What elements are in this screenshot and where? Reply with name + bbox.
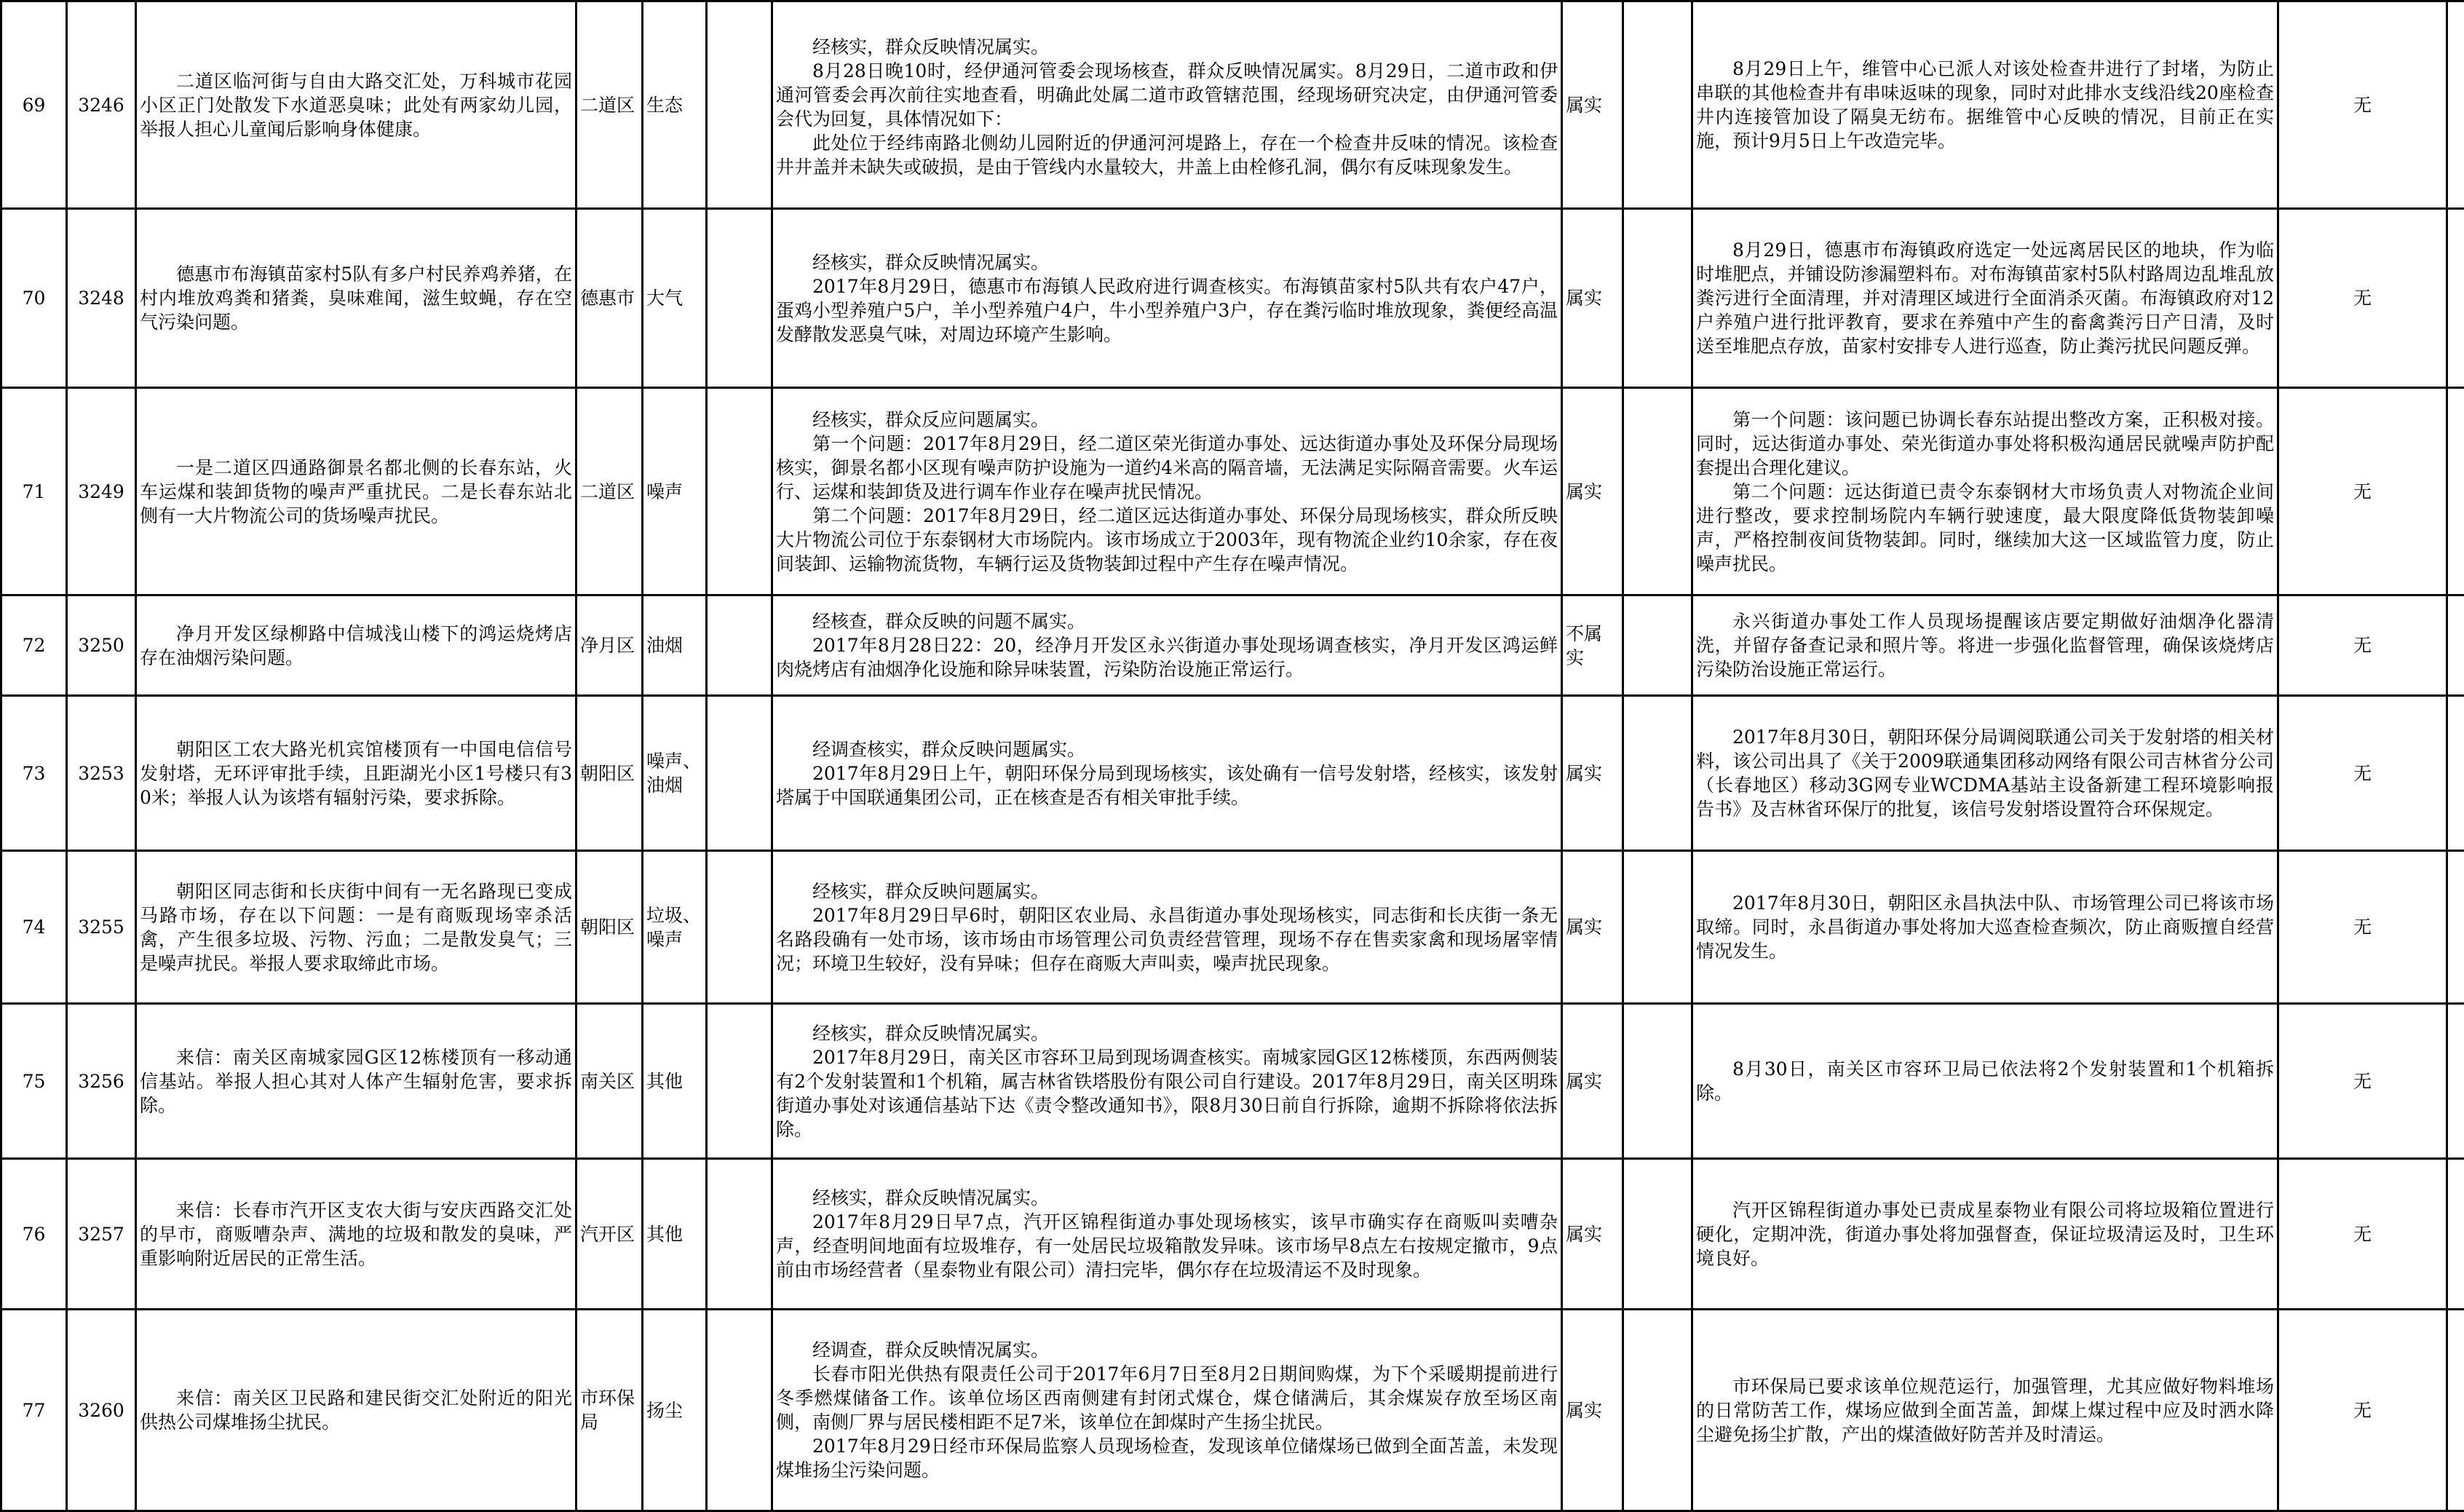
blank-cell: [707, 851, 772, 1004]
handling-measure-cell: [1692, 1310, 2278, 1511]
handling-measure-cell: [1692, 595, 2278, 696]
investigation-result-cell: [772, 851, 1562, 1004]
remark-cell: 无: [2278, 388, 2447, 595]
handling-paragraph: 2017年8月30日，朝阳环保分局调阅联通公司关于发射塔的相关材料，该公司出具了《关于2009联通集团移动网络有限公司吉林省分公司（长春地区）移动3G网专业WCDMA基站主设备新建工程环境影响报告书》及吉林省环保厅的批复，该信号发射塔设置符合环保规定。: [1696, 725, 2274, 821]
table-row: [1, 209, 2464, 388]
district-cell: 朝阳区: [577, 851, 643, 1004]
verdict-cell: 属实: [1562, 1159, 1623, 1310]
investigation-result-cell: [772, 1310, 1562, 1511]
handling-paragraph: 第二个问题：远达街道已责令东泰钢材大市场负责人对物流企业间进行整改，要求控制场院内车辆行驶速度，最大限度降低货物装卸噪声，严格控制夜间货物装卸。同时，继续加大这一区域监管力度，防止噪声扰民。: [1696, 480, 2274, 576]
row-number-cell: 74: [1, 851, 67, 1004]
blank-cell: [707, 1004, 772, 1159]
row-number-cell: 71: [1, 388, 67, 595]
blank-cell: [707, 388, 772, 595]
handling-paragraph: 第一个问题：该问题已协调长春东站提出整改方案，正积极对接。同时，远达街道办事处、荣光街道办事处将积极沟通居民就噪声防护配套提出合理化建议。: [1696, 408, 2274, 480]
pollution-type-cell: 油烟: [643, 595, 707, 696]
investigation-paragraph: 经调查核实，群众反映问题属实。: [776, 737, 1558, 761]
handling-measure-cell: [1692, 851, 2278, 1004]
pollution-type-cell: 扬尘: [643, 1310, 707, 1511]
investigation-result-cell: [772, 388, 1562, 595]
remark-cell: 无: [2278, 1004, 2447, 1159]
blank-cell: [707, 1310, 772, 1511]
district-cell: 市环保局: [577, 1310, 643, 1511]
handling-paragraph: 市环保局已要求该单位规范运行，加强管理，尤其应做好物料堆场的日常防苦工作，煤场应做到全面苫盖，卸煤上煤过程中应及时洒水降尘避免扬尘扩散，产出的煤渣做好防苦并及时清运。: [1696, 1374, 2274, 1446]
blank-cell: [1623, 595, 1692, 696]
complaint-content-text: 来信：南关区卫民路和建民街交汇处附近的阳光供热公司煤堆扬尘扰民。: [140, 1386, 572, 1434]
handling-measure-cell: [1692, 209, 2278, 388]
blank-cell: [2447, 1310, 2464, 1511]
row-number-cell: 72: [1, 595, 67, 696]
handling-paragraph: 永兴街道办事处工作人员现场提醒该店要定期做好油烟净化器清洗，并留存备查记录和照片等。将进一步强化监督管理，确保该烧烤店污染防治设施正常运行。: [1696, 609, 2274, 681]
case-id-cell: 3255: [67, 851, 136, 1004]
complaint-content-cell: [136, 696, 577, 851]
row-number-cell: 69: [1, 1, 67, 209]
district-cell: 南关区: [577, 1004, 643, 1159]
complaint-content-cell: [136, 1004, 577, 1159]
investigation-paragraph: 经调查，群众反映情况属实。: [776, 1338, 1558, 1362]
complaint-content-text: 朝阳区工农大路光机宾馆楼顶有一中国电信信号发射塔，无环评审批手续，且距湖光小区1号楼只有30米；举报人认为该塔有辐射污染，要求拆除。: [140, 737, 572, 810]
remark-cell: 无: [2278, 595, 2447, 696]
pollution-type-cell: 其他: [643, 1159, 707, 1310]
investigation-paragraph: 2017年8月29日，南关区市容环卫局到现场调查核实。南城家园G区12栋楼顶，东西两侧装有2个发射装置和1个机箱，属吉林省铁塔股份有限公司自行建设。2017年8月29日，南关区明珠街道办事处对该通信基站下达《责令整改通知书》，限8月30日前自行拆除，逾期不拆除将依法拆除。: [776, 1045, 1558, 1141]
remark-cell: 无: [2278, 851, 2447, 1004]
blank-cell: [2447, 1, 2464, 209]
investigation-paragraph: 2017年8月29日早7点，汽开区锦程街道办事处现场核实，该早市确实存在商贩叫卖嘈杂声，经查明间地面有垃圾堆存，有一处居民垃圾箱散发异味。该市场早8点左右按规定撤市，9点前由市场经营者（星泰物业有限公司）清扫完毕，偶尔存在垃圾清运不及时现象。: [776, 1210, 1558, 1282]
handling-measure-cell: [1692, 388, 2278, 595]
complaint-content-text: 朝阳区同志街和长庆街中间有一无名路现已变成马路市场，存在以下问题：一是有商贩现场宰杀活禽，产生很多垃圾、污物、污血；二是散发臭气；三是噪声扰民。举报人要求取缔此市场。: [140, 879, 572, 975]
remark-cell: 无: [2278, 209, 2447, 388]
row-number-cell: 73: [1, 696, 67, 851]
investigation-paragraph: 2017年8月29日经市环保局监察人员现场检查，发现该单位储煤场已做到全面苫盖，未发现煤堆扬尘污染问题。: [776, 1434, 1558, 1482]
handling-paragraph: 2017年8月30日，朝阳区永昌执法中队、市场管理公司已将该市场取缔。同时，永昌街道办事处将加大巡查检查频次，防止商贩擅自经营情况发生。: [1696, 891, 2274, 963]
handling-paragraph: 汽开区锦程街道办事处已责成星泰物业有限公司将垃圾箱位置进行硬化，定期冲洗，街道办事处将加强督查，保证垃圾清运及时，卫生环境良好。: [1696, 1198, 2274, 1270]
remark-cell: 无: [2278, 1310, 2447, 1511]
complaint-content-cell: [136, 1310, 577, 1511]
investigation-paragraph: 此处位于经纬南路北侧幼儿园附近的伊通河河堤路上，存在一个检查井反味的情况。该检查井井盖并未缺失或破损，是由于管线内水量较大，井盖上由栓修孔洞，偶尔有反味现象发生。: [776, 131, 1558, 179]
complaint-content-text: 德惠市布海镇苗家村5队有多户村民养鸡养猪，在村内堆放鸡粪和猪粪，臭味难闻，滋生蚊蝇，存在空气污染问题。: [140, 262, 572, 334]
handling-paragraph: 8月29日，德惠市布海镇政府选定一处远离居民区的地块，作为临时堆肥点，并铺设防渗漏塑料布。对布海镇苗家村5队村路周边乱堆乱放粪污进行全面清理，并对清理区域进行全面消杀灭菌。布海镇政府对12户养殖户进行批评教育，要求在养殖中产生的畜禽粪污日产日清，及时送至堆肥点存放，苗家村安排专人进行巡查，防止粪污扰民问题反弹。: [1696, 238, 2274, 358]
blank-cell: [1623, 1, 1692, 209]
blank-cell: [2447, 388, 2464, 595]
investigation-paragraph: 经核查，群众反映的问题不属实。: [776, 609, 1558, 633]
investigation-paragraph: 经核实，群众反映问题属实。: [776, 879, 1558, 903]
handling-measure-cell: [1692, 696, 2278, 851]
investigation-paragraph: 长春市阳光供热有限责任公司于2017年6月7日至8月2日期间购煤，为下个采暖期提前进行冬季燃煤储备工作。该单位场区西南侧建有封闭式煤仓，煤仓储满后，其余煤炭存放至场区南侧，南侧厂界与居民楼相距不足7米，该单位在卸煤时产生扬尘扰民。: [776, 1362, 1558, 1434]
case-id-cell: 3256: [67, 1004, 136, 1159]
handling-paragraph: 8月29日上午，维管中心已派人对该处检查井进行了封堵，为防止串联的其他检查井有串味返味的现象，同时对此排水支线沿线20座检查井内连接管加设了隔臭无纺布。据维管中心反映的情况，目前正在实施，预计9月5日上午改造完毕。: [1696, 57, 2274, 153]
blank-cell: [2447, 1004, 2464, 1159]
table-row: [1, 1310, 2464, 1511]
blank-cell: [2447, 595, 2464, 696]
table-row: [1, 851, 2464, 1004]
remark-cell: 无: [2278, 1159, 2447, 1310]
verdict-cell: 属实: [1562, 1310, 1623, 1511]
blank-cell: [2447, 1159, 2464, 1310]
blank-cell: [1623, 696, 1692, 851]
handling-measure-cell: [1692, 1159, 2278, 1310]
investigation-result-cell: [772, 209, 1562, 388]
case-id-cell: 3250: [67, 595, 136, 696]
investigation-paragraph: 第二个问题：2017年8月29日，经二道区远达街道办事处、环保分局现场核实，群众所反映大片物流公司位于东泰钢材大市场院内。该市场成立于2003年，现有物流企业约10余家，存在夜间装卸、运输物流货物，车辆行运及货物装卸过程中产生存在噪声情况。: [776, 504, 1558, 576]
case-id-cell: 3257: [67, 1159, 136, 1310]
blank-cell: [707, 1, 772, 209]
blank-cell: [707, 696, 772, 851]
investigation-paragraph: 经核实，群众反映情况属实。: [776, 1186, 1558, 1210]
table-row: [1, 696, 2464, 851]
investigation-paragraph: 经核实，群众反映情况属实。: [776, 35, 1558, 59]
blank-cell: [1623, 1310, 1692, 1511]
pollution-type-cell: 噪声、油烟: [643, 696, 707, 851]
verdict-cell: 属实: [1562, 1, 1623, 209]
case-id-cell: 3249: [67, 388, 136, 595]
complaint-content-cell: [136, 851, 577, 1004]
handling-measure-cell: [1692, 1, 2278, 209]
table-row: [1, 1159, 2464, 1310]
pollution-type-cell: 垃圾、噪声: [643, 851, 707, 1004]
verdict-cell: 属实: [1562, 209, 1623, 388]
blank-cell: [1623, 388, 1692, 595]
investigation-result-cell: [772, 1159, 1562, 1310]
district-cell: 二道区: [577, 388, 643, 595]
complaint-content-text: 净月开发区绿柳路中信城浅山楼下的鸿运烧烤店存在油烟污染问题。: [140, 622, 572, 670]
pollution-type-cell: 其他: [643, 1004, 707, 1159]
case-id-cell: 3253: [67, 696, 136, 851]
complaint-content-text: 二道区临河街与自由大路交汇处，万科城市花园小区正门处散发下水道恶臭味；此处有两家幼儿园，举报人担心儿童闻后影响身体健康。: [140, 69, 572, 141]
complaint-content-cell: [136, 388, 577, 595]
blank-cell: [707, 209, 772, 388]
complaint-content-cell: [136, 1159, 577, 1310]
blank-cell: [1623, 1159, 1692, 1310]
district-cell: 二道区: [577, 1, 643, 209]
blank-cell: [2447, 696, 2464, 851]
investigation-result-cell: [772, 1004, 1562, 1159]
blank-cell: [2447, 851, 2464, 1004]
table-row: [1, 388, 2464, 595]
verdict-cell: 属实: [1562, 388, 1623, 595]
row-number-cell: 75: [1, 1004, 67, 1159]
pollution-type-cell: 生态: [643, 1, 707, 209]
blank-cell: [707, 1159, 772, 1310]
table-row: [1, 595, 2464, 696]
blank-cell: [1623, 209, 1692, 388]
table-row: [1, 1, 2464, 209]
district-cell: 朝阳区: [577, 696, 643, 851]
complaint-content-cell: [136, 1, 577, 209]
case-id-cell: 3246: [67, 1, 136, 209]
complaint-content-text: 来信：长春市汽开区支农大街与安庆西路交汇处的早市，商贩嘈杂声、满地的垃圾和散发的臭味，严重影响附近居民的正常生活。: [140, 1198, 572, 1270]
investigation-result-cell: [772, 696, 1562, 851]
table-row: [1, 1004, 2464, 1159]
investigation-paragraph: 2017年8月29日，德惠市布海镇人民政府进行调查核实。布海镇苗家村5队共有农户47户，蛋鸡小型养殖户5户，羊小型养殖户4户，牛小型养殖户3户，存在粪污临时堆放现象，粪便经高温发酵散发恶臭气味，对周边环境产生影响。: [776, 274, 1558, 347]
handling-paragraph: 8月30日，南关区市容环卫局已依法将2个发射装置和1个机箱拆除。: [1696, 1057, 2274, 1105]
investigation-paragraph: 2017年8月29日上午，朝阳环保分局到现场核实，该处确有一信号发射塔，经核实，该发射塔属于中国联通集团公司，正在核查是否有相关审批手续。: [776, 761, 1558, 810]
remark-cell: 无: [2278, 1, 2447, 209]
row-number-cell: 77: [1, 1310, 67, 1511]
case-id-cell: 3248: [67, 209, 136, 388]
investigation-paragraph: 经核实，群众反映情况属实。: [776, 1021, 1558, 1045]
pollution-type-cell: 大气: [643, 209, 707, 388]
blank-cell: [2447, 209, 2464, 388]
complaint-content-text: 一是二道区四通路御景名都北侧的长春东站，火车运煤和装卸货物的噪声严重扰民。二是长春东站北侧有一大片物流公司的货场噪声扰民。: [140, 456, 572, 528]
verdict-cell: 属实: [1562, 851, 1623, 1004]
verdict-cell: 不属实: [1562, 595, 1623, 696]
investigation-paragraph: 第一个问题：2017年8月29日，经二道区荣光街道办事处、远达街道办事处及环保分局现场核实，御景名都小区现有噪声防护设施为一道约4米高的隔音墙，无法满足实际隔音需要。火车运行、运煤和装卸货及进行调车作业存在噪声扰民情况。: [776, 432, 1558, 504]
investigation-paragraph: 经核实，群众反应问题属实。: [776, 408, 1558, 432]
investigation-paragraph: 2017年8月29日早6时，朝阳区农业局、永昌街道办事处现场核实，同志街和长庆街一条无名路段确有一处市场，该市场由市场管理公司负责经营管理，现场不存在售卖家禽和现场屠宰情况；环境卫生较好，没有异味；但存在商贩大声叫卖，噪声扰民现象。: [776, 903, 1558, 975]
investigation-paragraph: 2017年8月28日22：20，经净月开发区永兴街道办事处现场调查核实，净月开发区鸿运鲜肉烧烤店有油烟净化设施和除异味装置，污染防治设施正常运行。: [776, 633, 1558, 681]
blank-cell: [707, 595, 772, 696]
blank-cell: [1623, 851, 1692, 1004]
row-number-cell: 76: [1, 1159, 67, 1310]
verdict-cell: 属实: [1562, 696, 1623, 851]
district-cell: 德惠市: [577, 209, 643, 388]
investigation-paragraph: 8月28日晚10时，经伊通河管委会现场核查，群众反映情况属实。8月29日，二道市政和伊通河管委会再次前往实地查看，明确此处属二道市政管辖范围，经现场研究决定，由伊通河管委会代为回复，具体情况如下：: [776, 59, 1558, 131]
complaint-content-cell: [136, 209, 577, 388]
district-cell: 汽开区: [577, 1159, 643, 1310]
remark-cell: 无: [2278, 696, 2447, 851]
row-number-cell: 70: [1, 209, 67, 388]
district-cell: 净月区: [577, 595, 643, 696]
blank-cell: [1623, 1004, 1692, 1159]
investigation-paragraph: 经核实，群众反映情况属实。: [776, 250, 1558, 274]
handling-measure-cell: [1692, 1004, 2278, 1159]
investigation-result-cell: [772, 1, 1562, 209]
case-id-cell: 3260: [67, 1310, 136, 1511]
pollution-type-cell: 噪声: [643, 388, 707, 595]
complaint-content-cell: [136, 595, 577, 696]
complaint-content-text: 来信：南关区南城家园G区12栋楼顶有一移动通信基站。举报人担心其对人体产生辐射危害，要求拆除。: [140, 1045, 572, 1117]
investigation-result-cell: [772, 595, 1562, 696]
verdict-cell: 属实: [1562, 1004, 1623, 1159]
